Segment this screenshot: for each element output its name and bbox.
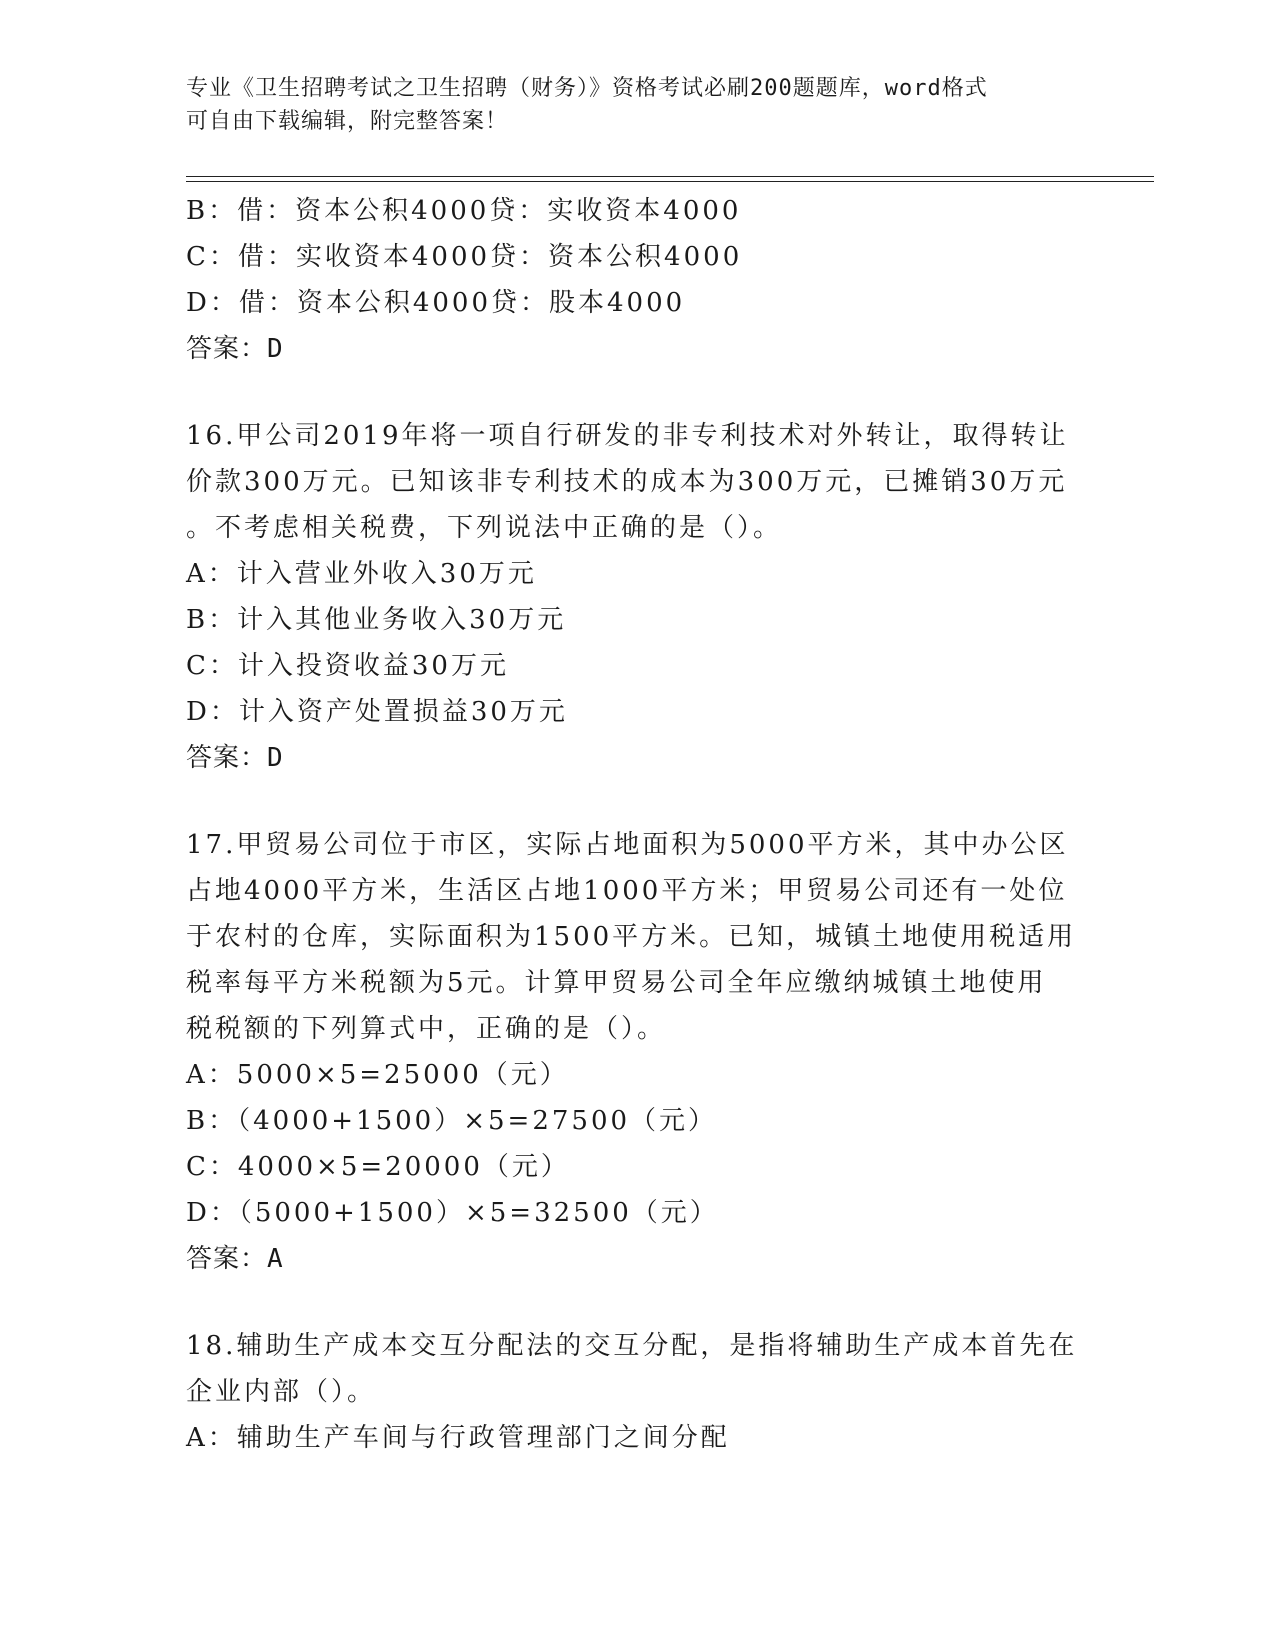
question-stem-line: 于农村的仓库，实际面积为1500平方米。已知，城镇土地使用税适用 xyxy=(186,922,1077,952)
option-c: C：4000×5=20000（元） xyxy=(186,1152,570,1182)
question-17 xyxy=(186,822,1086,1282)
option-c: C：计入投资收益30万元 xyxy=(186,651,509,681)
question-stem-line: 税税额的下列算式中，正确的是（）。 xyxy=(186,1014,667,1044)
header-line-2: 可自由下载编辑，附完整答案！ xyxy=(186,109,509,134)
question-stem-line: 。不考虑相关税费，下列说法中正确的是（）。 xyxy=(186,513,783,543)
question-stem-line: 16.甲公司2019年将一项自行研发的非专利技术对外转让，取得转让 xyxy=(186,421,1069,451)
question-list xyxy=(186,188,1086,1461)
option-a: A：计入营业外收入30万元 xyxy=(186,559,537,589)
option-b: B：计入其他业务收入30万元 xyxy=(186,605,567,635)
option-d: D：计入资产处置损益30万元 xyxy=(186,697,568,727)
question-stem-line: 17.甲贸易公司位于市区，实际占地面积为5000平方米，其中办公区 xyxy=(186,830,1069,860)
header-divider-bottom xyxy=(186,181,1154,182)
question-16 xyxy=(186,413,1086,781)
header-divider-top xyxy=(186,176,1154,177)
answer: 答案：A xyxy=(186,1244,284,1274)
question-18 xyxy=(186,1323,1086,1461)
document-header xyxy=(186,72,1066,138)
question-15 xyxy=(186,188,1086,372)
option-d: D：（5000+1500）×5=32500（元） xyxy=(186,1198,719,1228)
header-line-1: 专业《卫生招聘考试之卫生招聘（财务）》资格考试必刷200题题库，word格式 xyxy=(186,76,988,101)
option-b: B：借：资本公积4000贷：实收资本4000 xyxy=(186,196,742,226)
question-stem-line: 占地4000平方米，生活区占地1000平方米；甲贸易公司还有一处位 xyxy=(186,876,1068,906)
answer: 答案：D xyxy=(186,334,284,364)
question-stem-line: 企业内部（）。 xyxy=(186,1377,377,1407)
option-d: D：借：资本公积4000贷：股本4000 xyxy=(186,288,686,318)
option-a: A：辅助生产车间与行政管理部门之间分配 xyxy=(186,1423,730,1453)
option-a: A：5000×5=25000（元） xyxy=(186,1060,569,1090)
question-stem-line: 税率每平方米税额为5元。计算甲贸易公司全年应缴纳城镇土地使用 xyxy=(186,968,1047,998)
question-stem-line: 18.辅助生产成本交互分配法的交互分配，是指将辅助生产成本首先在 xyxy=(186,1331,1078,1361)
option-b: B：（4000+1500）×5=27500（元） xyxy=(186,1106,718,1136)
option-c: C：借：实收资本4000贷：资本公积4000 xyxy=(186,242,743,272)
question-stem-line: 价款300万元。已知该非专利技术的成本为300万元，已摊销30万元 xyxy=(186,467,1068,497)
answer: 答案：D xyxy=(186,743,284,773)
